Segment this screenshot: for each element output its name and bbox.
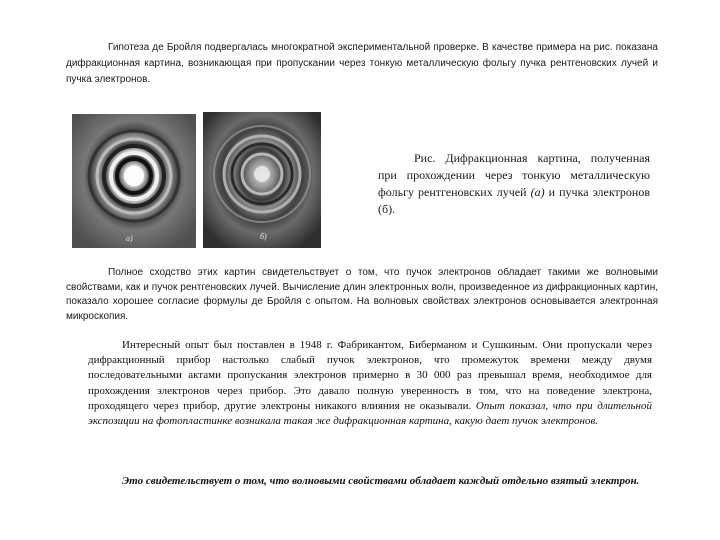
figure-caption — [378, 150, 650, 218]
photo-label-a: а) — [126, 234, 133, 243]
intro-paragraph: Гипотеза де Бройля подвергалась многократной экспериментальной проверке. В качестве примера на рис. показана дифракционная картина, возникающая при пропускании через тонкую металлическую фольгу пучка рентгеновских лучей и пучка электронов. — [66, 42, 658, 85]
xray-diffraction-photo — [72, 114, 196, 248]
caption-end: и пучка электронов (б). — [378, 185, 650, 216]
electron-diffraction-photo — [203, 112, 321, 248]
experiment-result: Опыт показал, что при длительной экспозиции на фотопластинке возникала такая же дифракционная картина, какую дает пучок электронов. — [88, 399, 652, 428]
photo-label-b: б) — [260, 232, 267, 241]
experiment-text: Интересный опыт был поставлен в 1948 г. Фабрикантом, Биберманом и Сушкиным. Они пропускали через дифракционный прибор настолько слабый пучок электронов, что промежуток времени между двумя последовательными актами пропускания электронов примерно в 30 000 раз превышал время, необходимое для прохождения электронов через прибор. Это давало полную уверенность в том, что на поведение электрона, проходящего через прибор, другие электроны никакого влияния не оказывали. — [88, 339, 652, 412]
caption-start: Рис. Дифракционная картина, полученная при прохождении через тонкую металлическую фольгу рентгеновских лучей — [378, 151, 650, 199]
similarity-paragraph: Полное сходство этих картин свидетельствует о том, что пучок электронов обладает такими же волновыми свойствами, как и пучок рентгеновских лучей. Вычисление длин электронных волн, произведенное из дифракционных картин, показало хорошее согласие формулы де Бройля с опытом. На волновых свойствах электронов основывается электронная микроскопия. — [66, 267, 658, 322]
caption-a: (а) — [530, 185, 545, 199]
conclusion-paragraph: Это свидетельствует о том, что волновыми свойствами обладает каждый отдельно взятый электрон. — [122, 475, 640, 487]
experiment-paragraph — [88, 338, 652, 429]
